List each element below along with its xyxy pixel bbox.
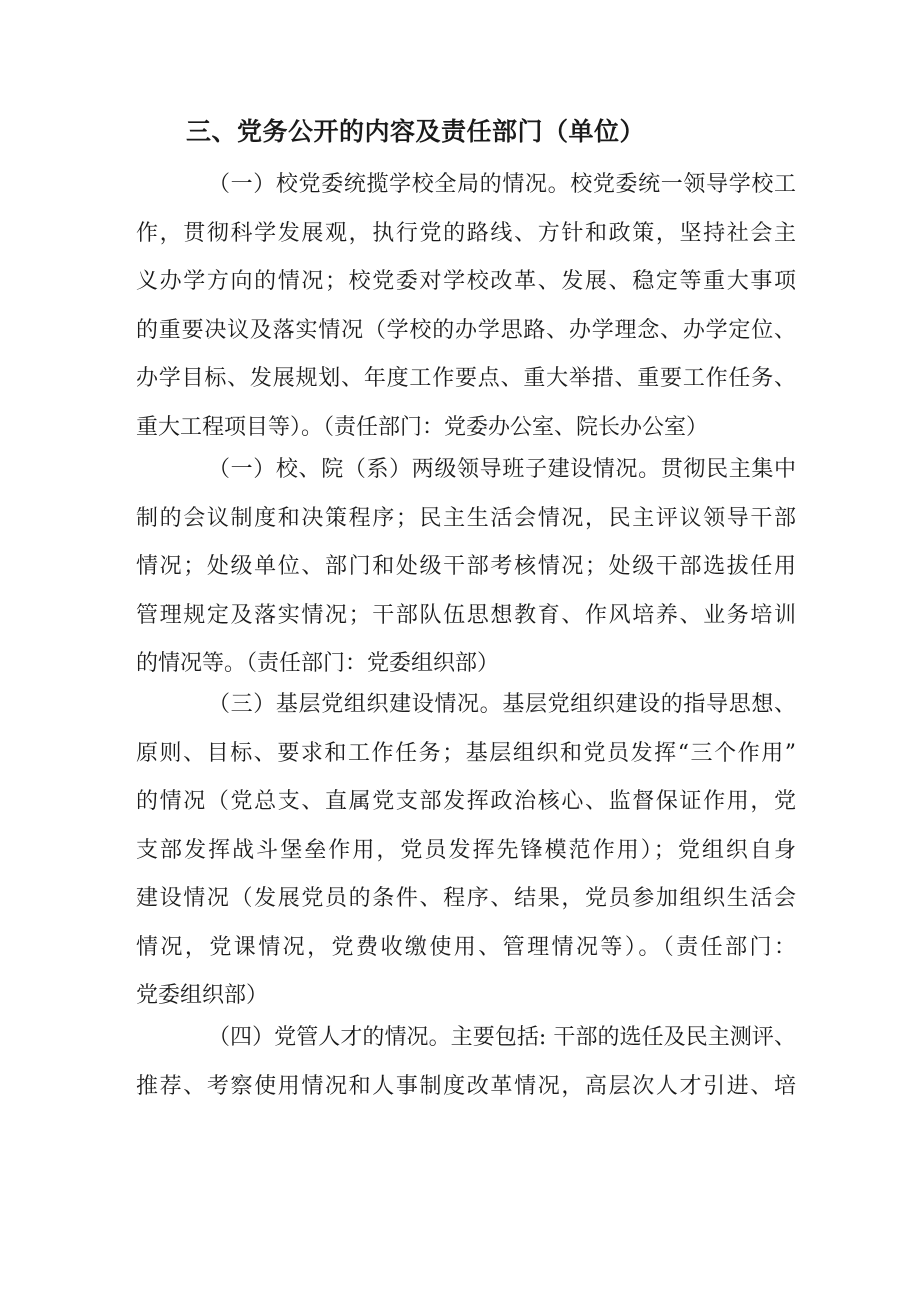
- paragraph-grassroots: [136, 681, 796, 1021]
- paragraph-line: 管理规定及落实情况；干部队伍思想教育、作风培养、业务培训: [136, 602, 796, 628]
- paragraph-line: 作，贯彻科学发展观，执行党的路线、方针和政策，坚持社会主: [136, 220, 796, 246]
- paragraph-line: 制的会议制度和决策程序；民主生活会情况，民主评议领导干部: [136, 505, 796, 531]
- paragraph-line: 的情况等。（责任部门：党委组织部）: [136, 651, 500, 676]
- paragraph-leadership: [136, 446, 796, 689]
- section-heading: 三、党务公开的内容及责任部门（单位）: [186, 117, 646, 146]
- paragraph-line: 建设情况（发展党员的条件、程序、结果，党员参加组织生活会: [136, 886, 796, 911]
- paragraph-line: 原则、目标、要求和工作任务；基层组织和党员发挥“三个作用”: [136, 740, 796, 766]
- paragraph-line: 推荐、考察使用情况和人事制度改革情况，高层次人才引进、培: [136, 1073, 796, 1099]
- paragraph-talent: [136, 1014, 796, 1111]
- paragraph-line: （一）校、院（系）两级领导班子建设情况。贯彻民主集中: [208, 457, 796, 482]
- paragraph-line: 支部发挥战斗堡垒作用，党员发挥先锋模范作用）；党组织自身: [136, 837, 796, 863]
- paragraph-line: 的重要决议及落实情况（学校的办学思路、办学理念、办学定位、: [136, 317, 796, 343]
- paragraph-line: （四）党管人才的情况。主要包括: 干部的选任及民主测评、: [208, 1025, 796, 1050]
- paragraph-line: 情况；处级单位、部门和处级干部考核情况；处级干部选拔任用: [136, 554, 796, 579]
- paragraph-line: 办学目标、发展规划、年度工作要点、重大举措、重要工作任务、: [136, 366, 796, 391]
- paragraph-line: （一）校党委统揽学校全局的情况。校党委统一领导学校工: [208, 172, 796, 197]
- paragraph-party-committee: [136, 161, 796, 452]
- paragraph-line: 的情况（党总支、直属党支部发挥政治核心、监督保证作用，党: [136, 789, 796, 814]
- paragraph-line: 党委组织部）: [136, 983, 269, 1008]
- paragraph-line: 情况，党课情况，党费收缴使用、管理情况等）。（责任部门：: [136, 934, 796, 960]
- paragraph-line: 重大工程项目等）。（责任部门：党委办公室、院长办公室）: [136, 414, 709, 440]
- paragraph-line: （三）基层党组织建设情况。基层党组织建设的指导思想、: [208, 692, 796, 717]
- paragraph-line: 义办学方向的情况；校党委对学校改革、发展、稳定等重大事项: [136, 269, 796, 294]
